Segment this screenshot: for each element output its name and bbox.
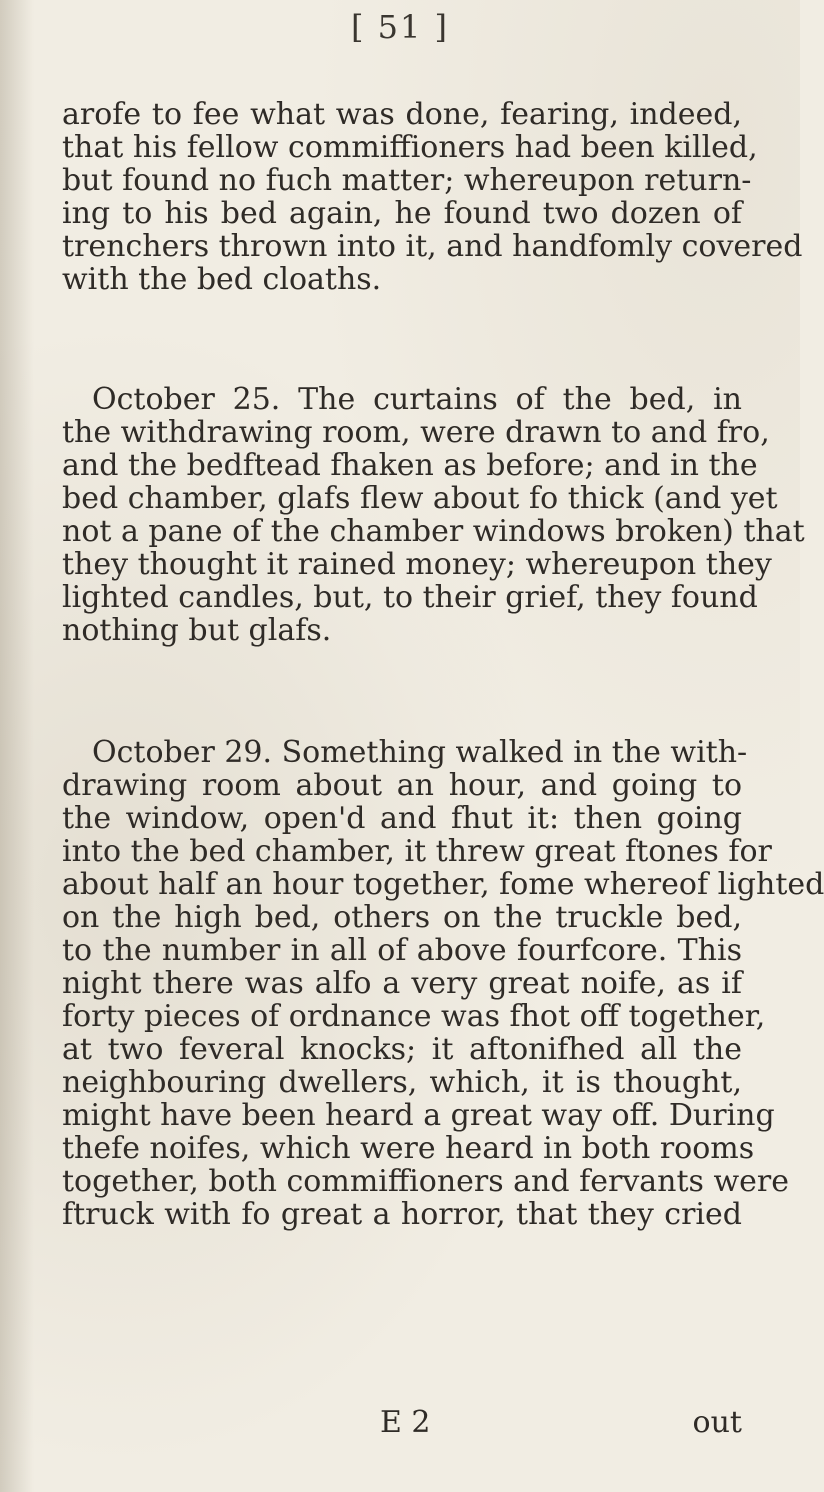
paragraph-2: [62, 382, 805, 648]
text-line: that his fellow commiffioners had been killed,: [62, 130, 758, 165]
text-line: ing to his bed again, he found two dozen of: [62, 196, 742, 231]
signature-mark: E 2: [380, 1405, 431, 1440]
text-line: together, both commiffioners and fervants were: [62, 1164, 789, 1199]
text-line: ftruck with fo great a horror, that they cried: [62, 1197, 742, 1232]
text-line: lighted candles, but, to their grief, they found: [62, 580, 758, 615]
text-line: trenchers thrown into it, and handfomly covered: [62, 229, 803, 264]
text-line: forty pieces of ordnance was fhot off together,: [62, 999, 766, 1034]
text-line: neighbouring dwellers, which, it is thought,: [62, 1065, 742, 1100]
text-line: but found no fuch matter; whereupon return-: [62, 163, 752, 198]
text-line: about half an hour together, fome whereof lighted: [62, 867, 824, 902]
text-line: not a pane of the chamber windows broken) that: [62, 514, 805, 549]
catchword: out: [692, 1405, 742, 1440]
binding-shadow: [0, 0, 34, 1492]
paragraph-3: [62, 735, 824, 1232]
text-line: nothing but glafs.: [62, 613, 332, 648]
text-line: into the bed chamber, it threw great ftones for: [62, 834, 772, 869]
text-line: bed chamber, glafs flew about fo thick (and yet: [62, 481, 778, 516]
text-line: to the number in all of above fourfcore. This: [62, 933, 742, 968]
paragraph-1: [62, 97, 803, 297]
text-line: at two feveral knocks; it aftonifhed all the: [62, 1032, 742, 1067]
text-line: the window, open'd and fhut it: then going: [62, 801, 742, 836]
page-number-header: [ 51 ]: [350, 8, 450, 46]
page-footer: [62, 1405, 742, 1445]
text-line: might have been heard a great way off. During: [62, 1098, 775, 1133]
text-line: night there was alfo a very great noife, as if: [62, 966, 742, 1001]
text-line: and the bedftead fhaken as before; and in the: [62, 448, 758, 483]
text-line: drawing room about an hour, and going to: [62, 768, 742, 803]
text-line: arofe to fee what was done, fearing, indeed,: [62, 97, 742, 132]
text-line: October 25. The curtains of the bed, in: [92, 382, 742, 417]
text-line: thefe noifes, which were heard in both rooms: [62, 1131, 755, 1166]
text-line: they thought it rained money; whereupon they: [62, 547, 772, 582]
text-line: with the bed cloaths.: [62, 262, 382, 297]
text-line: October 29. Something walked in the with-: [92, 735, 748, 770]
text-line: the withdrawing room, were drawn to and fro,: [62, 415, 770, 450]
text-line: on the high bed, others on the truckle bed,: [62, 900, 742, 935]
